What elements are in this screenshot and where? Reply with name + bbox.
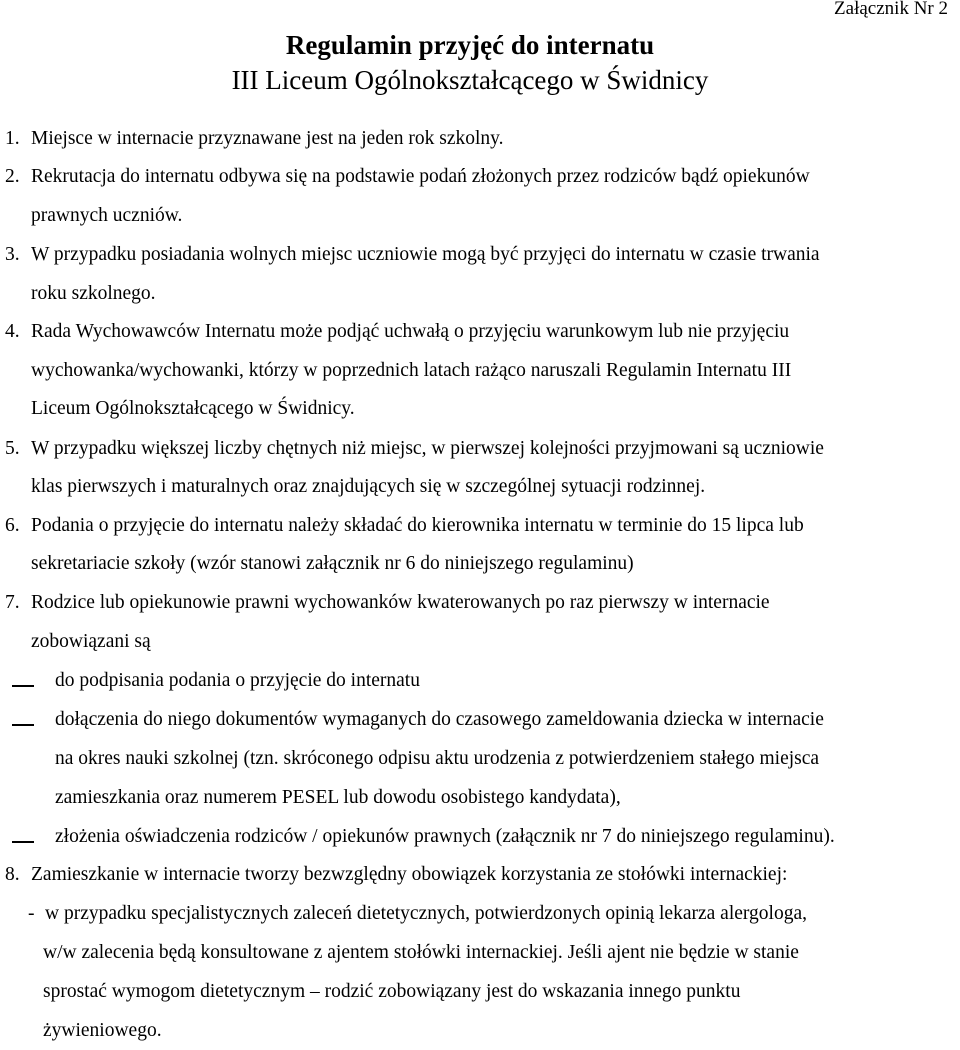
item-5-line-2: klas pierwszych i maturalnych oraz znajdujących się w szczególnej sytuacji rodzinnej. bbox=[31, 476, 706, 497]
item-6-number: 6. bbox=[5, 515, 20, 536]
item-7-number: 7. bbox=[5, 592, 20, 613]
item-8-note-line-2: w/w zalecenia będą konsultowane z ajentem stołówki internackiej. Jeśli ajent nie będzie w stanie bbox=[43, 942, 799, 963]
item-6-line-1: Podania o przyjęcie do internatu należy składać do kierownika internatu w terminie do 15 lipca lub bbox=[31, 515, 804, 536]
item-3-line-1: W przypadku posiadania wolnych miejsc uczniowie mogą być przyjęci do internatu w czasie trwania bbox=[31, 244, 820, 265]
item-8-note-line-3: sprostać wymogom dietetycznym – rodzić zobowiązany jest do wskazania innego punktu bbox=[43, 981, 741, 1002]
item-7-sub-3-line-1: złożenia oświadczenia rodziców / opiekunów prawnych (załącznik nr 7 do niniejszego regulaminu). bbox=[55, 826, 835, 847]
item-7-line-1: Rodzice lub opiekunowie prawni wychowanków kwaterowanych po raz pierwszy w internacie bbox=[31, 592, 770, 613]
item-1-line-1: Miejsce w internacie przyznawane jest na jeden rok szkolny. bbox=[31, 128, 504, 149]
item-4-line-3: Liceum Ogólnokształcącego w Świdnicy. bbox=[31, 398, 355, 419]
item-4-line-1: Rada Wychowawców Internatu może podjąć uchwałą o przyjęciu warunkowym lub nie przyjęciu bbox=[31, 321, 790, 342]
item-7-sub-2-line-2: na okres nauki szkolnej (tzn. skróconego odpisu aktu urodzenia z potwierdzeniem stałego miejsca bbox=[55, 748, 820, 769]
dash-bullet-1 bbox=[12, 685, 34, 687]
document-subtitle: III Liceum Ogólnokształcącego w Świdnicy bbox=[231, 65, 709, 95]
item-4-line-2: wychowanka/wychowanki, którzy w poprzednich latach rażąco naruszali Regulamin Internatu III bbox=[31, 360, 792, 381]
item-2-line-2: prawnych uczniów. bbox=[31, 205, 183, 226]
item-7-line-2: zobowiązani są bbox=[31, 631, 151, 652]
item-7-sub-2-line-1: dołączenia do niego dokumentów wymaganych do czasowego zameldowania dziecka w internacie bbox=[55, 709, 824, 730]
item-5-number: 5. bbox=[5, 438, 20, 459]
item-8-number: 8. bbox=[5, 864, 20, 885]
item-1-number: 1. bbox=[5, 128, 20, 149]
item-7-sub-1-line-1: do podpisania podania o przyjęcie do internatu bbox=[55, 670, 420, 691]
item-3-number: 3. bbox=[5, 244, 20, 265]
item-8-note-line-1: w przypadku specjalistycznych zaleceń dietetycznych, potwierdzonych opinią lekarza alergologa, bbox=[45, 903, 807, 924]
annex-label: Załącznik Nr 2 bbox=[834, 0, 948, 19]
item-3-line-2: roku szkolnego. bbox=[31, 283, 156, 304]
item-7-sub-2-line-3: zamieszkania oraz numerem PESEL lub dowodu osobistego kandydata), bbox=[55, 787, 621, 808]
item-5-line-1: W przypadku większej liczby chętnych niż miejsc, w pierwszej kolejności przyjmowani są uczniowie bbox=[31, 438, 824, 459]
item-4-number: 4. bbox=[5, 321, 20, 342]
item-6-line-2: sekretariacie szkoły (wzór stanowi załącznik nr 6 do niniejszego regulaminu) bbox=[31, 553, 634, 574]
item-8-note-prefix: - bbox=[28, 903, 35, 924]
item-8-note-line-4: żywieniowego. bbox=[43, 1020, 162, 1041]
document-title: Regulamin przyjęć do internatu bbox=[285, 30, 655, 60]
item-2-number: 2. bbox=[5, 166, 20, 187]
item-8-line-1: Zamieszkanie w internacie tworzy bezwzględny obowiązek korzystania ze stołówki internackiej: bbox=[31, 864, 788, 885]
dash-bullet-3 bbox=[12, 841, 34, 843]
item-2-line-1: Rekrutacja do internatu odbywa się na podstawie podań złożonych przez rodziców bądź opiekunów bbox=[31, 166, 810, 187]
dash-bullet-2 bbox=[12, 724, 34, 726]
